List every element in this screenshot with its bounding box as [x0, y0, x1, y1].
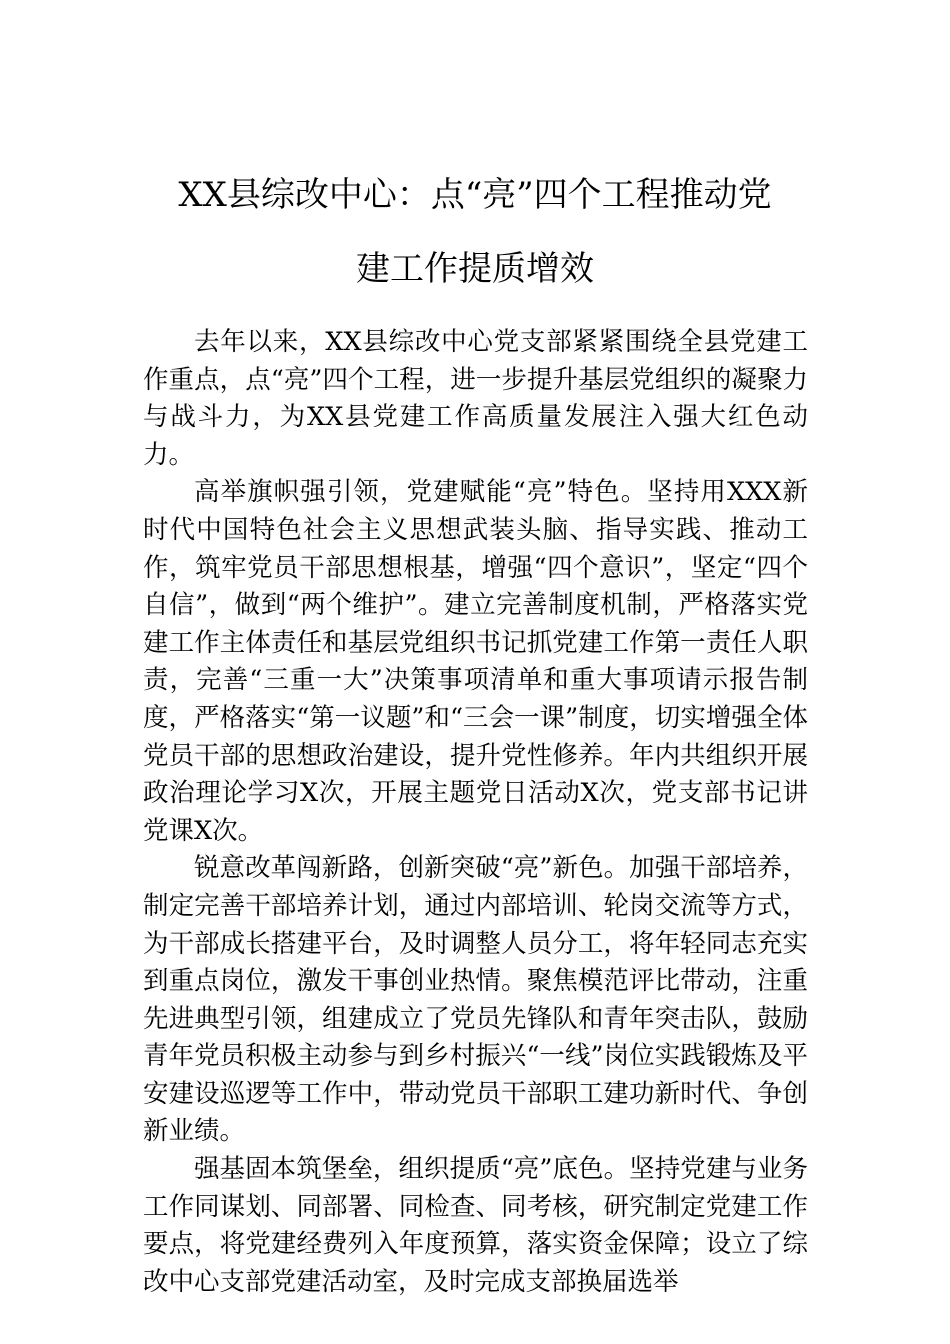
document-body — [143, 324, 808, 1301]
paragraph-leadership: 高举旗帜强引领，党建赋能“亮”特色。坚持用XXX新时代中国特色社会主义思想武装头脑、指导实践、推动工作，筑牢党员干部思想根基，增强“四个意识”，坚定“四个自信”，做到“两个维护”。建立完善制度机制，严格落实党建工作主体责任和基层党组织书记抓党建工作第一责任人职责，完善“三重一大”决策事项清单和重大事项请示报告制度，严格落实“第一议题”和“三会一课”制度，切实增强全体党员干部的思想政治建设，提升党性修养。年内共组织开展政治理论学习X次，开展主题党日活动X次，党支部书记讲党课X次。 — [143, 477, 808, 846]
paragraph-reform: 锐意改革闯新路，创新突破“亮”新色。加强干部培养，制定完善干部培养计划，通过内部培训、轮岗交流等方式，为干部成长搭建平台，及时调整人员分工，将年轻同志充实到重点岗位，激发干事创业热情。聚焦模范评比带动，注重先进典型引领，组建成立了党员先锋队和青年突击队，鼓励青年党员积极主动参与到乡村振兴“一线”岗位实践锻炼及平安建设巡逻等工作中，带动党员干部职工建功新时代、争创新业绩。 — [143, 853, 808, 1147]
title-line-2: 建工作提质增效 — [356, 249, 594, 289]
paragraph-foundation: 强基固本筑堡垒，组织提质“亮”底色。坚持党建与业务工作同谋划、同部署、同检查、同考核，研究制定党建工作要点，将党建经费列入年度预算，落实资金保障；设立了综改中心支部党建活动室，及时完成支部换届选举 — [143, 1154, 808, 1297]
title-line-1: XX县综改中心：点“亮”四个工程推动党 — [178, 175, 772, 215]
document-title — [130, 158, 820, 306]
paragraph-intro: 去年以来，XX县综改中心党支部紧紧围绕全县党建工作重点，点“亮”四个工程，进一步提升基层党组织的凝聚力与战斗力，为XX县党建工作高质量发展注入强大红色动力。 — [143, 327, 808, 470]
